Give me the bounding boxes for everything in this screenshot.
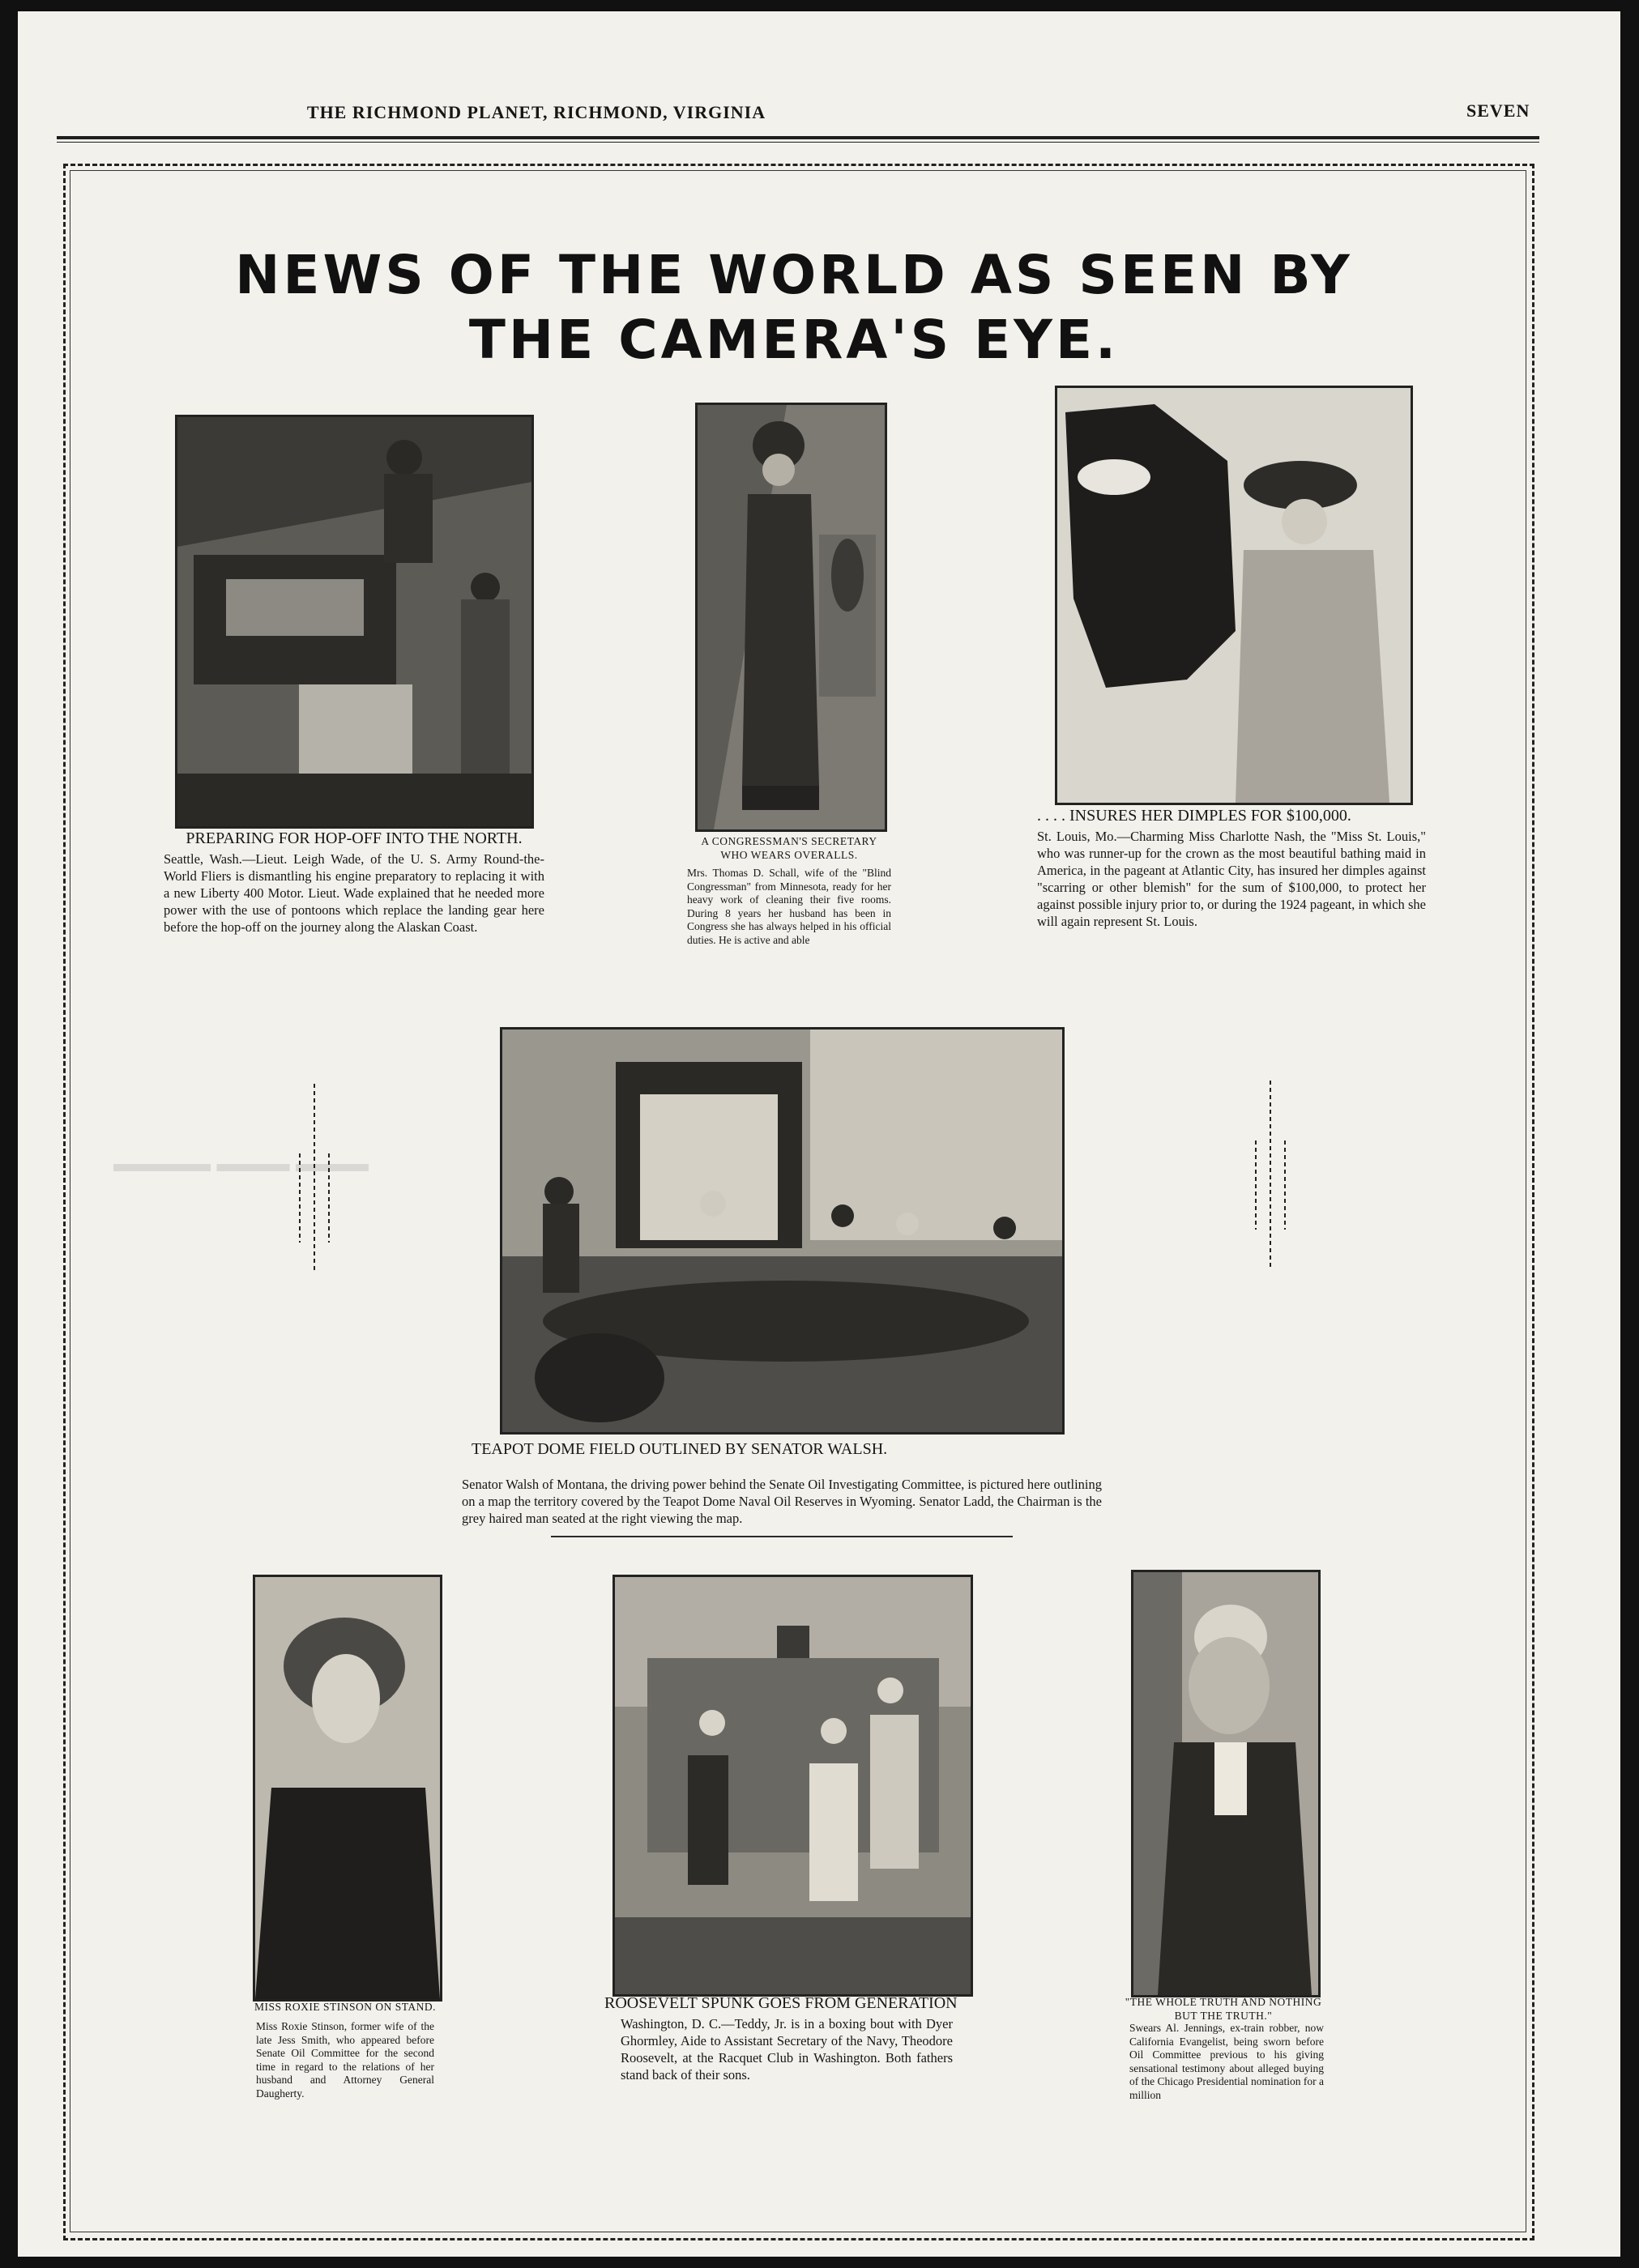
ornament-left-center [308,1084,321,1270]
photo-congressman-secretary [695,403,887,832]
masthead: THE RICHMOND PLANET, RICHMOND, VIRGINIA [306,102,766,122]
headline-line-2: THE CAMERA'S EYE. [468,309,1120,371]
caption-body-hop-off: Seattle, Wash.—Lieut. Leigh Wade, of the U. S. Army Round-the-World Fliers is dismantling his engine preparatory to replacing it with a new Liberty 400 Motor. Lieut. Wade explained that he needed more power with the use of pontoons which replace the landing gear here before the hop-off on the journey along the Alaskan Coast. [164,851,544,935]
caption-body-teapot: Senator Walsh of Montana, the driving power behind the Senate Oil Investigating Committee, is pictured here outlining on a map the territory covered by the Teapot Dome Naval Oil Reserves in Wyoming. Senator Ladd, the Chairman is the grey haired man seated at the right viewing the map. [462,1477,1102,1526]
caption-title-teapot: TEAPOT DOME FIELD OUTLINED BY SENATOR WALSH. [472,1440,888,1458]
photo-al-jennings [1131,1570,1321,1997]
caption-body-secretary: Mrs. Thomas D. Schall, wife of the "Blind Congressman" from Minnesota, ready for her heavy work of cleaning their five rooms. During 8 years her husband has been in Congress she has always helped in his official duties. He is active and able [687,867,891,946]
ornament-right-center [1264,1081,1277,1267]
header-rule [57,136,1539,139]
caption-title-stinson: MISS ROXIE STINSON ON STAND. [254,2001,437,2013]
photo-dimples-horse [1055,386,1413,805]
caption-title-hop-off: PREPARING FOR HOP-OFF INTO THE NORTH. [186,829,523,847]
photo-teapot-dome-hearing [500,1027,1065,1435]
photo-aviator-engine [175,415,534,829]
headline-line-1: NEWS OF THE WORLD AS SEEN BY [235,244,1353,306]
caption-body-roosevelt: Washington, D. C.—Teddy, Jr. is in a boxing bout with Dyer Ghormley, Aide to Assistant Secretary of the Navy, Theodore Roosevelt, at the Racquet Club in Washington. Both fathers stand back of their sons. [621,2016,953,2083]
page-number: SEVEN [1466,100,1530,121]
header-rule-thin [57,142,1539,143]
ornament-left-r [322,1153,335,1243]
caption-body-truth: Swears Al. Jennings, ex-train robber, now California Evangelist, being sworn before Oil Committee previous to his giving sensational testimony about alleged buying of the Chicago Presidential nomination for a million [1129,2022,1324,2101]
photo-roxie-stinson [253,1575,442,2002]
caption-title-roosevelt: ROOSEVELT SPUNK GOES FROM GENERATION [604,1994,958,2012]
bleed-through-texture: ▬▬▬▬ ▬▬▬ ▬▬▬ [113,1150,369,1177]
ornament-left-l [293,1153,306,1243]
ornament-right-l [1249,1140,1262,1230]
divider-rule [551,1536,1013,1537]
photo-roosevelt-boxing [612,1575,973,1997]
caption-body-stinson: Miss Roxie Stinson, former wife of the late Jess Smith, who appeared before Senate Oil Committee for the second time in regard to the relations of her husband and Attorney General Daugherty. [256,2020,434,2100]
page-headline [162,243,1426,373]
caption-body-dimples: St. Louis, Mo.—Charming Miss Charlotte Nash, the "Miss St. Louis," who was runner-up for the crown as the most beautiful bathing maid in America, in the pageant at Atlantic City, has insured her dimples against "scarring or other blemish" for the sum of $100,000, to protect her against possible injury prior to, or during the 1924 pageant, in which she will again represent St. Louis. [1037,829,1426,929]
ornament-right-r [1278,1140,1291,1230]
caption-title-dimples: . . . . INSURES HER DIMPLES FOR $100,000. [1037,807,1351,825]
caption-title-truth: "THE WHOLE TRUTH AND NOTHING BUT THE TRUTH." [1125,1996,1322,2022]
caption-title-secretary: A CONGRESSMAN'S SECRETARY WHO WEARS OVERALLS. [701,835,877,861]
